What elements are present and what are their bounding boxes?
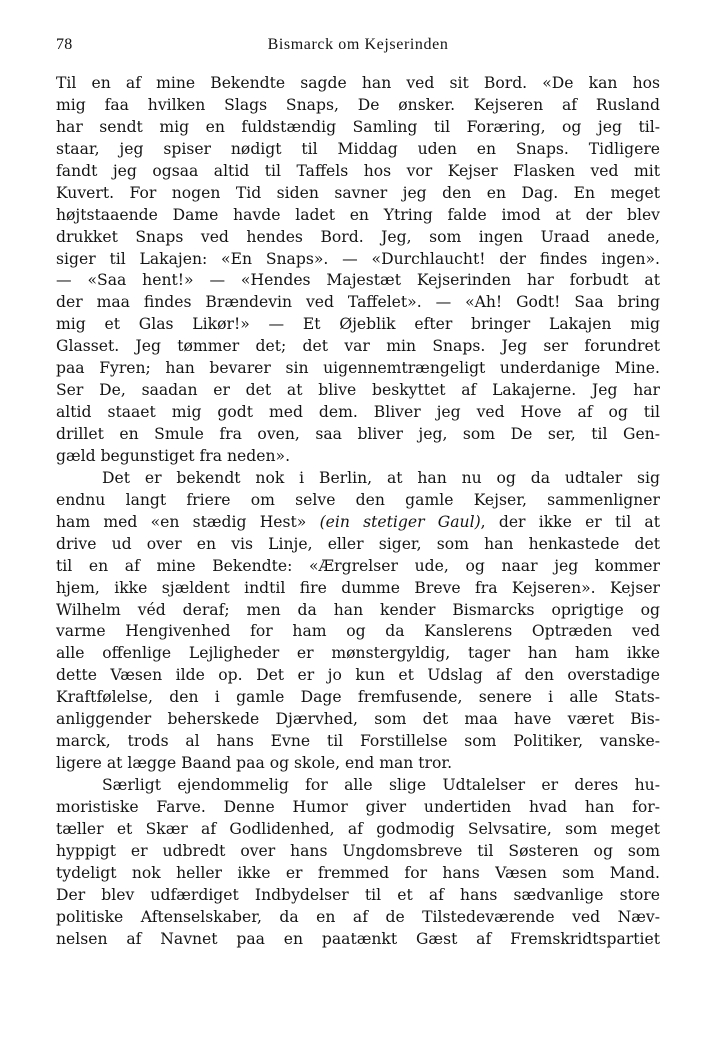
text-segment: tydeligt nok heller ikke er fremmed for hans Væsen som Mand. (56, 863, 660, 882)
text-segment: mig et Glas Likør!» — Et Øjeblik efter bringer Lakajen mig (56, 315, 660, 334)
text-line (56, 380, 660, 402)
text-segment: højtstaaende Dame havde ladet en Ytring falde imod at der blev (56, 205, 660, 224)
text-line (56, 512, 660, 534)
text-line (56, 534, 660, 556)
running-title: Bismarck om Kejserinden (267, 36, 449, 53)
text-segment: Det er bekendt nok i Berlin, at han nu og da udtaler sig (102, 468, 660, 487)
text-segment: nelsen af Navnet paa en paatænkt Gæst af Fremskridtspartiet (56, 929, 660, 948)
text-line (56, 621, 660, 643)
text-line (56, 600, 660, 622)
text-line (56, 270, 660, 292)
text-line (56, 885, 660, 907)
text-line (56, 73, 660, 95)
text-line (56, 929, 660, 951)
text-line (56, 731, 660, 753)
body-text (56, 73, 660, 951)
text-segment: drukket Snaps ved hendes Bord. Jeg, som ingen Uraad anede, (56, 227, 660, 246)
text-segment: Glasset. Jeg tømmer det; det var min Snaps. Jeg ser forundret (56, 337, 660, 356)
text-segment: — «Saa hent!» — «Hendes Majestæt Kejserinden har forbudt at (56, 271, 660, 290)
text-segment: har sendt mig en fuldstændig Samling til Foræring, og jeg til- (56, 117, 660, 136)
text-segment: marck, trods al hans Evne til Forstillelse som Politiker, vanske- (56, 732, 660, 751)
text-line (56, 907, 660, 929)
text-line (56, 358, 660, 380)
text-segment: Wilhelm véd deraf; men da han kender Bismarcks oprigtige og (56, 600, 660, 619)
text-line (56, 139, 660, 161)
text-segment: moristiske Farve. Denne Humor giver undertiden hvad han for- (56, 797, 660, 816)
page-number: 78 (56, 36, 73, 53)
text-segment: Der blev udfærdiget Indbydelser til et af hans sædvanlige store (56, 885, 660, 904)
text-line (56, 183, 660, 205)
text-segment: staar, jeg spiser nødigt til Middag uden en Snaps. Tidligere (56, 139, 660, 158)
text-line (56, 863, 660, 885)
text-line (56, 292, 660, 314)
text-line (56, 468, 660, 490)
text-segment: Særligt ejendommelig for alle slige Udtalelser er deres hu- (102, 776, 660, 794)
text-line (56, 753, 660, 775)
text-segment: anliggender beherskede Djærvhed, som det maa have været Bis- (56, 710, 660, 729)
running-header (56, 34, 660, 56)
text-line (56, 249, 660, 271)
text-line (56, 161, 660, 183)
text-segment: ligere at lægge Baand paa og skole, end man tror. (56, 754, 453, 773)
text-segment: Kraftfølelse, den i gamle Dage fremfusende, senere i alle Stats- (56, 688, 660, 707)
text-line (56, 665, 660, 687)
text-segment: tæller et Skær af Godlidenhed, af godmodig Selvsatire, som meget (56, 819, 660, 838)
text-segment: hjem, ikke sjældent indtil fire dumme Breve fra Kejseren». Kejser (56, 578, 660, 597)
text-line (56, 819, 660, 841)
text-line (56, 578, 660, 600)
text-segment: Ser De, saadan er det at blive beskyttet af Lakajerne. Jeg har (56, 381, 660, 400)
text-line (56, 797, 660, 819)
text-segment: alle offenlige Lejligheder er mønstergyldig, tager han ham ikke (56, 644, 660, 663)
text-segment: endnu langt friere om selve den gamle Kejser, sammenligner (56, 490, 660, 509)
text-line (56, 117, 660, 139)
text-segment: , der ikke er til at (480, 512, 660, 531)
text-segment: drive ud over en vis Linje, eller siger, som han henkastede det (56, 534, 660, 553)
text-segment: mig faa hvilken Slags Snaps, De ønsker. Kejseren af Rusland (56, 95, 660, 114)
text-segment: hyppigt er udbredt over hans Ungdomsbreve til Søsteren og som (56, 841, 660, 860)
text-line (56, 95, 660, 117)
text-segment: Kuvert. For nogen Tid siden savner jeg den en Dag. En meget (56, 183, 660, 202)
italic-phrase: (ein stetiger Gaul) (319, 512, 481, 531)
text-line (56, 205, 660, 227)
text-segment: drillet en Smule fra oven, saa bliver jeg, som De ser, til Gen- (56, 425, 660, 443)
text-segment: paa Fyren; han bevarer sin uigennemtrængeligt underdanige Mine. (56, 359, 660, 378)
text-line (56, 227, 660, 249)
text-segment: fandt jeg ogsaa altid til Taffels hos vor Kejser Flasken ved mit (56, 161, 660, 180)
text-segment: dette Væsen ilde op. Det er jo kun et Udslag af den overstadige (56, 666, 660, 685)
text-line (56, 314, 660, 336)
text-segment: der maa findes Brændevin ved Taffelet». — «Ah! Godt! Saa bring (56, 293, 660, 312)
text-line (56, 490, 660, 512)
text-line (56, 687, 660, 709)
text-segment: ham med «en stædig Hest» (56, 512, 320, 531)
text-segment: Til en af mine Bekendte sagde han ved sit Bord. «De kan hos (56, 74, 660, 92)
text-line (56, 336, 660, 358)
text-segment: varme Hengivenhed for ham og da Kanslerens Optræden ved (56, 622, 660, 641)
text-segment: politiske Aftenselskaber, da en af de Tilstedeværende ved Næv- (56, 907, 660, 926)
text-segment: gæld begunstiget fra neden». (56, 446, 291, 465)
text-segment: siger til Lakajen: «En Snaps». — «Durchlaucht! der findes ingen». (56, 249, 660, 268)
text-line (56, 446, 660, 468)
text-segment: altid staaet mig godt med dem. Bliver jeg ved Hove af og til (56, 403, 660, 422)
text-line (56, 643, 660, 665)
text-line (56, 402, 660, 424)
text-line (56, 775, 660, 797)
text-line (56, 424, 660, 446)
text-line (56, 709, 660, 731)
text-line (56, 841, 660, 863)
text-line (56, 556, 660, 578)
text-segment: til en af mine Bekendte: «Ærgrelser ude, og naar jeg kommer (56, 556, 660, 575)
